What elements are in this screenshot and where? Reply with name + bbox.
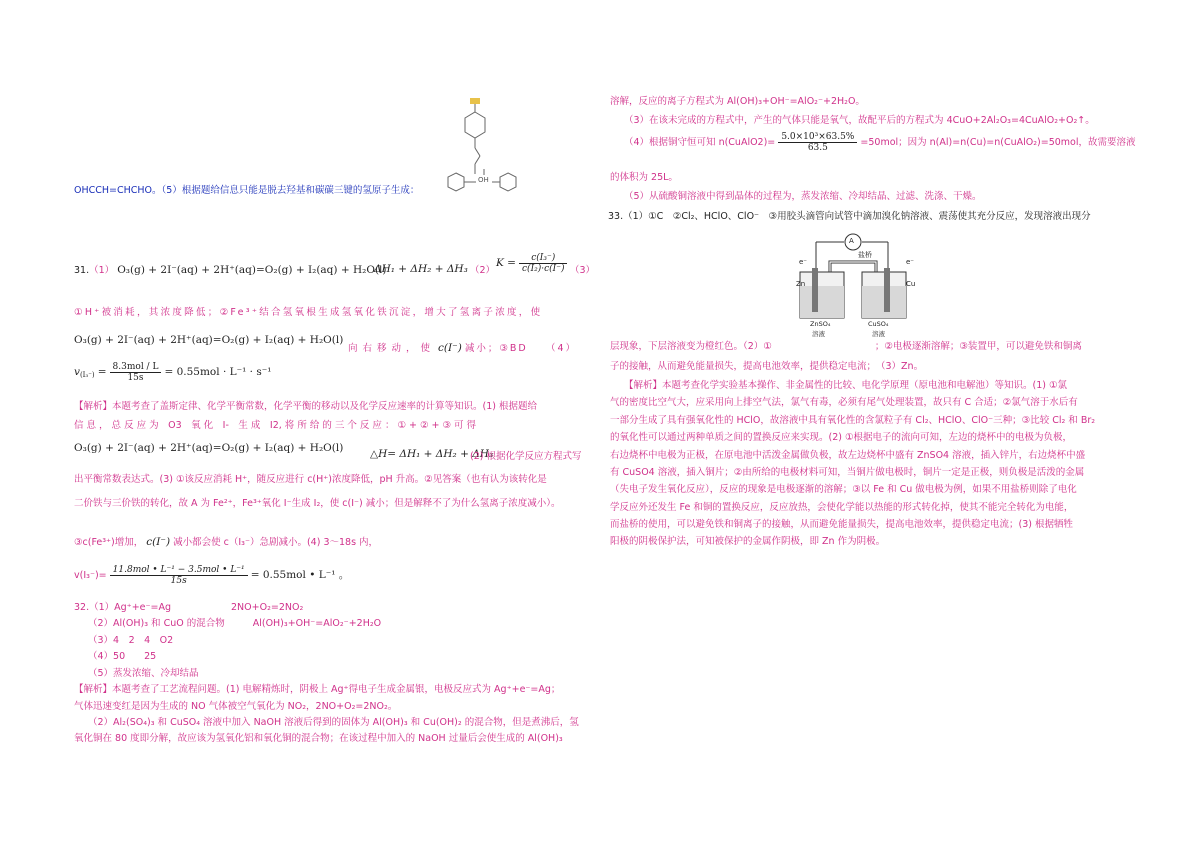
q31-equation-2: O₃(g) + 2I⁻(aq) + 2H⁺(aq)=O₂(g) + I₂(aq) + H₂O(l): [74, 334, 344, 346]
shift-text-b: 减小；③BD （4）: [464, 343, 577, 354]
electron-left-label: e⁻: [799, 258, 808, 266]
vi3-label: v(I₃⁻)=: [74, 570, 107, 581]
k-fraction: [519, 253, 567, 274]
fe3-text-c: 减小都会使 c（I₃⁻）急剧减小。(4) 3～18s 内，: [173, 537, 379, 548]
left-solution-label2: 溶液: [812, 330, 825, 338]
q33-line2: [610, 338, 1082, 352]
q33-analysis: [610, 377, 1130, 551]
q30-product-line: [74, 182, 419, 196]
r3-text-b: =50mol；因为 n(Al)=n(Cu)=n(CuAlO₂)=50mol，故需要溶液: [860, 137, 1136, 148]
rate-symbol: v: [74, 366, 80, 378]
q32-l1b: 2NO+O₂=2NO₂: [231, 602, 304, 613]
q32-continued: [610, 92, 1130, 130]
q33-analysis-line10: 阳极的阴极保护法，可知被保护的金属作阴极，即 Zn 作为阴极。: [610, 536, 886, 548]
q33-analysis-line3: 一部分生成了具有强氧化性的 HClO，故溶液中具有氧化性的含氯粒子有 Cl₂、HClO、ClO⁻三种；③比较 Cl₂ 和 Br₂: [610, 414, 1096, 426]
r3-denominator: 63.5: [807, 143, 828, 153]
q32-l1a: 32.（1）Ag⁺+e⁻=Ag: [74, 602, 172, 613]
right-solution-label: CuSO₄: [868, 320, 889, 328]
q32-part4-cont: [610, 168, 1130, 226]
q33-analysis-line4: 的氧化性可以通过两种单质之间的置换反应来实现。(2) ①根据电子的流向可知，左边的烧杯中的电极为负极，: [610, 432, 1072, 444]
q31-analysis-line6: [74, 534, 378, 548]
q31-rate-calc: [74, 565, 349, 586]
right-line5: （5）从硫酸铜溶液中得到晶体的过程为，蒸发浓缩、冷却结晶、过滤、洗涤、干燥。: [624, 191, 982, 203]
q32-answers: [74, 600, 594, 748]
q31-analysis-line2: 信 息 ， 总 反 应 为 O3 氧 化 I- 生 成 I2, 将 所 给 的 三 个 反 应 ： ① + ② + ③ 可 得: [74, 419, 477, 431]
q32-l2b: Al(OH)₃+OH⁻=AlO₂⁻+2H₂O: [252, 618, 382, 630]
q31-analysis-line5: 二价铁与三价铁的转化，故 A 为 Fe²⁺，Fe³⁺氧化 I⁻生成 I₂，使 c(I⁻) 减小；但是解释不了为什么氢离子浓度减小）。: [74, 497, 561, 509]
c-iodide: c(I⁻): [438, 342, 462, 354]
left-solution-label: ZnSO₄: [810, 320, 831, 328]
zn-electrode-label: Zn: [796, 280, 806, 288]
product-formula: OHCCH=CHCHO: [74, 185, 153, 196]
k-symbol: K =: [496, 257, 516, 269]
q33-analysis-line2: 气的密度比空气大，应采用向上排空气法，氯气有毒，必须有尾气处理装置，故只有 C 合适；②氯气溶于水后有: [610, 397, 1078, 409]
c-iodide-2: c(I⁻): [146, 536, 171, 548]
q31-analysis-line1: 【解析】本题考查了盖斯定律、化学平衡常数，化学平衡的移动以及化学反应速率的计算等知识。(1) 根据题给: [74, 401, 537, 412]
electron-right-label: e⁻: [906, 258, 915, 266]
q32-line3: （3）4 2 4 O2: [88, 634, 174, 646]
r3-fraction: [778, 132, 857, 153]
q33-analysis-line9: 而盐桥的使用，可以避免铁和铜离子的接触，从而避免能量损失，提高电池效率，提供稳定电流；(3) 根据牺牲: [610, 519, 1073, 530]
q33-analysis-line7: （失电子发生氧化反应），反应的现象是电极逐渐的溶解；③以 Fe 和 Cu 做电极为例，如果不用盐桥则除了电化: [610, 484, 1077, 496]
right-line4: 的体积为 25L。: [610, 172, 678, 183]
q32-analysis-line2: 气体迅速变红是因为生成的 NO 气体被空气氧化为 NO₂，2NO+O₂=2NO₂。: [74, 700, 398, 712]
vi3-denominator: 15s: [170, 576, 187, 586]
q31-part2-label: （2）: [470, 265, 496, 276]
q33-analysis-line5: 右边烧杯中电极为正极，在原电池中活泼金属做负极，故左边烧杯中盛有 ZnSO4 溶液，插入锌片，右边烧杯中盛: [610, 449, 1086, 461]
q31-analysis-line4: 出平衡常数表达式。(3) ①该反应消耗 H⁺，随反应进行 c(H⁺)浓度降低，pH 升高。②见答案（也有认为该转化是: [74, 474, 547, 485]
cu-electrode-label: Cu: [906, 280, 916, 288]
q31-part1-label: （1）: [89, 265, 115, 276]
molecule-oh-label: OH: [478, 176, 489, 184]
q31-k-expression: [496, 253, 567, 274]
rate-fraction: [110, 362, 162, 383]
salt-bridge-label: 盐桥: [858, 251, 872, 259]
q32-part4: [624, 132, 1136, 153]
q31-delta-h-sum: ΔH₁ + ΔH₂ + ΔH₃: [374, 263, 468, 275]
q32-line2: [74, 616, 594, 632]
q31-shift-line: [348, 340, 577, 354]
rate-result: = 0.55mol · L⁻¹ · s⁻¹: [164, 366, 272, 378]
q32-line1: [74, 600, 594, 616]
rate-denominator: 15s: [127, 373, 144, 383]
q33-line3: 子的接触，从而避免能量损失，提高电池效率，提供稳定电流； （3）Zn。: [610, 361, 924, 372]
vi3-result: = 0.55mol • L⁻¹ 。: [250, 569, 350, 581]
q32-line4: （4）50 25: [88, 651, 157, 663]
q33-analysis-line8: 学反应外还发生 Fe 和铜的置换反应，反应放热，会使化学能以热能的形式转化掉，使其不能完全转化为电能，: [610, 501, 1074, 513]
r3-numerator: 5.0×10³×63.5%: [778, 132, 857, 143]
right-line1: 溶解，反应的离子方程式为 Al(OH)₃+OH⁻=AlO₂⁻+2H₂O。: [610, 96, 865, 107]
k-numerator: c(I₃⁻): [519, 253, 567, 264]
q31-equation-1: O₃(g) + 2I⁻(aq) + 2H⁺(aq)=O₂(g) + I₂(aq) + H₂O(l): [117, 264, 387, 276]
q31-part3-answer: ①H⁺被消耗，其浓度降低；②Fe³⁺结合氢氧根生成氢氧化铁沉淀，增大了氢离子浓度，使: [74, 307, 543, 318]
q32-l2a: （2）Al(OH)₃ 和 CuO 的混合物: [88, 618, 225, 630]
q30-part5-text: 。（5）根据题给信息只能是脱去羟基和碳碳三键的氢原子生成：: [152, 185, 420, 196]
q33-line2b: ；②电极逐渐溶解；③装置甲，可以避免铁和铜离: [874, 341, 1082, 352]
q31-analysis-cont: [74, 468, 594, 516]
vi3-numerator: 11.8mol • L⁻¹ − 3.5mol • L⁻¹: [110, 565, 248, 576]
q31-rate-answer: $v_{(I_3^-)}$ = $\frac{\text{8.3mol / L}}{15s}$ = 0.55mol · L⁻¹ · s⁻¹: [74, 362, 272, 383]
q32-analysis-line1: 【解析】本题考查了工艺流程问题。(1) 电解精炼时，阴极上 Ag⁺得电子生成金属银，电极反应式为 Ag⁺+e⁻=Ag；: [74, 684, 561, 696]
shift-text: 向右移动，使: [348, 343, 436, 354]
q33-line2a: 层现象，下层溶液变为橙红色。（2）①: [610, 341, 772, 352]
q32-analysis-line4: 氧化铜在 80 度即分解，故应该为氢氧化铝和氧化铜的混合物；在该过程中加入的 NaOH 过量后会使生成的 Al(OH)₃: [74, 733, 563, 745]
q31-line1: [74, 262, 387, 276]
q32-line5: （5）蒸发浓缩、冷却结晶: [88, 667, 199, 679]
meter-label: A: [849, 237, 854, 245]
q31-equation-3: O₃(g) + 2I⁻(aq) + 2H⁺(aq)=O₂(g) + I₂(aq) + H₂O(l): [74, 442, 344, 454]
q31-analysis-line3: (2) 根据化学反应方程式写: [470, 451, 582, 462]
q31-number: 31.: [74, 265, 90, 276]
right-line2: （3）在该未完成的方程式中，产生的气体只能是氧气，故配平后的方程式为 4CuO+2Al₂O₃=4CuAlO₂+O₂↑。: [624, 115, 1095, 126]
q31-analysis: [74, 398, 594, 435]
right-solution-label2: 溶液: [872, 330, 885, 338]
q32-analysis-line3: （2）Al₂(SO₄)₃ 和 CuSO₄ 溶液中加入 NaOH 溶液后得到的固体为 Al(OH)₃ 和 Cu(OH)₂ 的混合物，但是煮沸后，氢: [88, 716, 579, 728]
rate-numerator: 8.3mol / L: [110, 362, 162, 373]
q33-analysis-line6: 有 CuSO4 溶液，插入铜片；②由所给的电极材料可知，当铜片做电极时，铜片一定是正极，则负极是活泼的金属: [610, 466, 1085, 478]
fe3-text: ③c(Fe³⁺)增加，: [74, 537, 144, 548]
k-denominator: c(I₂)·c(I⁻): [522, 264, 565, 274]
q31-delta-h-total: △H= ΔH₁ + ΔH₂ + ΔH₃: [370, 448, 494, 460]
q33-line1: 33.（1）①C ②Cl₂、HClO、ClO⁻ ③用胶头滴管向试管中滴加溴化钠溶液、震荡使其充分反应，发现溶液出现分: [608, 210, 1091, 222]
vi3-fraction: [110, 565, 248, 586]
q31-part3-label: （3）: [570, 265, 596, 276]
r3-text: （4）根据铜守恒可知 n(CuAlO2)=: [624, 137, 776, 148]
q33-analysis-line1: 【解析】本题考查化学实验基本操作、非金属性的比较、电化学原理（原电池和电解池）等知识。(1) ①氯: [624, 380, 1067, 391]
